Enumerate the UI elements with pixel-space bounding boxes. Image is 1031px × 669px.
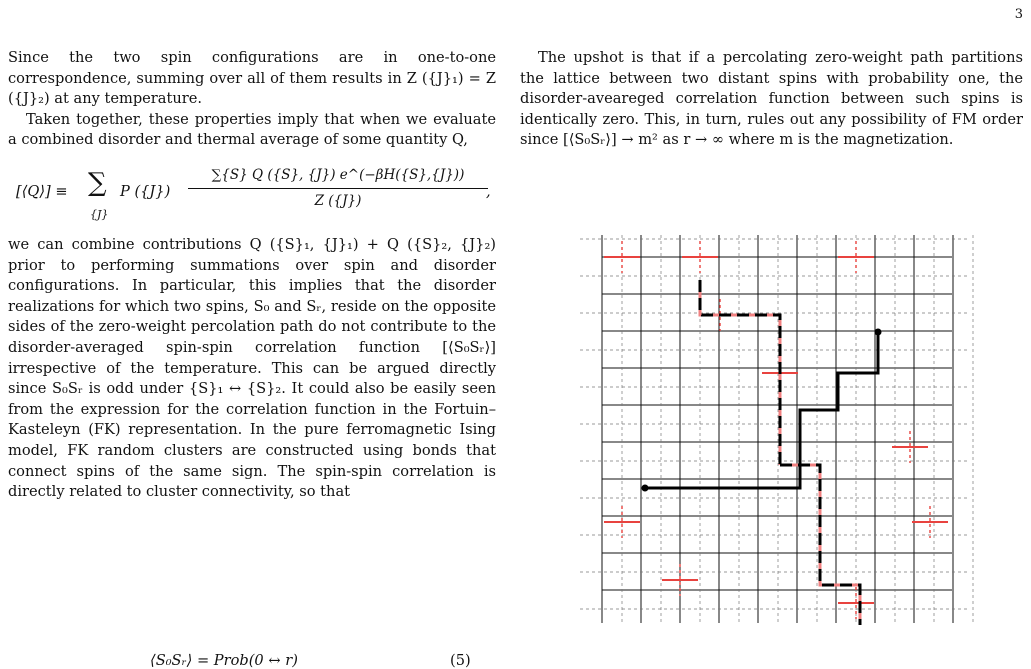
equation-lhs: [⟨Q⟩] ≡ <box>16 182 68 200</box>
equation-5: ⟨S₀Sᵣ⟩ = Prob(0 ↔ r) <box>150 652 298 669</box>
summation-sign: ∑ <box>88 167 107 198</box>
probability-term: P ({J}) <box>120 182 171 200</box>
lattice-figure <box>580 225 980 625</box>
correlation-path <box>642 329 882 492</box>
paragraph: Taken together, these properties imply that when we evaluate a combined disorder and thermal average of some quantity Q, <box>8 110 496 149</box>
spin-sr-marker <box>875 329 882 336</box>
paragraph: The upshot is that if a percolating zero-weight path partitions the lattice between two distant spins with probability one, the disorder-aveareged correlation function between such spins is identically zero. This, in turn, rules out any possibility of FM order since [⟨S₀Sᵣ⟩] → m² as r → ∞ where m is the magnetization. <box>520 49 1023 149</box>
equation-comma: , <box>486 182 491 200</box>
red-bond-segments <box>604 241 948 619</box>
left-column <box>8 48 496 503</box>
display-equation <box>8 161 496 225</box>
lattice-grid <box>580 235 973 623</box>
fraction <box>188 165 488 211</box>
fraction-denominator: Z ({J}) <box>314 192 362 209</box>
page-number: 3 <box>1014 7 1023 22</box>
equation-number: (5) <box>450 652 471 669</box>
spin-s0-marker <box>642 485 649 492</box>
summation-index: {J} <box>90 207 109 221</box>
paragraph: Since the two spin configurations are in one-to-one correspondence, summing over all of them results in Z ({J}₁) = Z ({J}₂) at any temperature. <box>8 49 496 108</box>
fraction-numerator: ∑{S} Q ({S}, {J}) e^(−βH({S},{J})) <box>188 165 488 189</box>
right-column <box>520 48 1023 151</box>
paragraph: we can combine contributions Q ({S}₁, {J}₁) + Q ({S}₂, {J}₂) prior to performing summations over spin and disorder configurations. In particular, this implies that the disorder realizations for which two spins, S₀ and Sᵣ, reside on the opposite sides of the zero-weight percolation path do not contribute to the disorder-averaged spin-spin correlation function [⟨S₀Sᵣ⟩] irrespective of the temperature. This can be argued directly since S₀Sᵣ is odd under {S}₁ ↔ {S}₂. It could also be easily seen from the expression for the correlation function in the Fortuin–Kasteleyn (FK) representation. In the pure ferromagnetic Ising model, FK random clusters are constructed using bonds that connect spins of the same sign. The spin-spin correlation is directly related to cluster connectivity, so that <box>8 235 496 501</box>
